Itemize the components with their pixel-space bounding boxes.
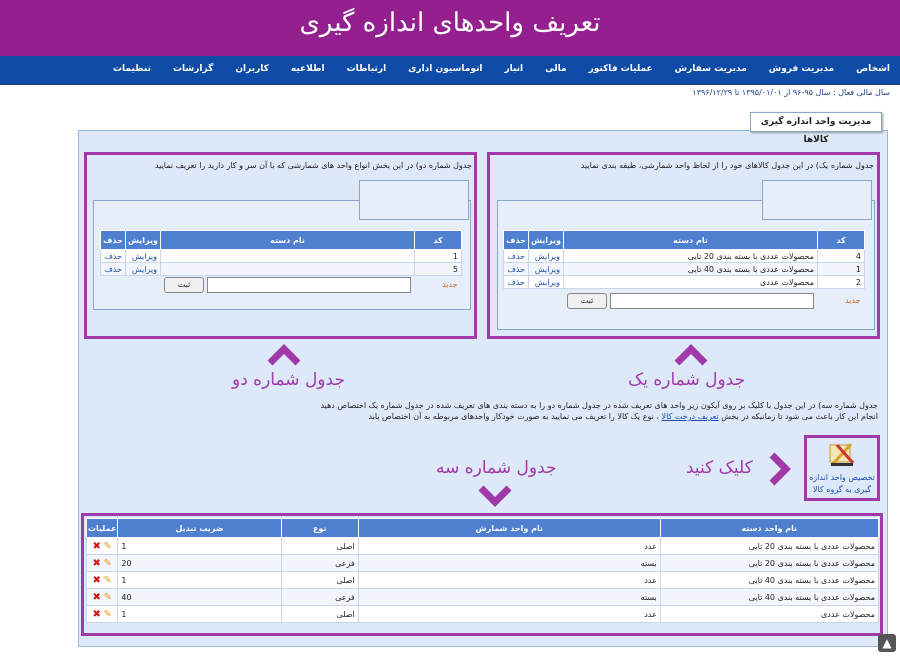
table-two-submit-button[interactable]: ثبت	[164, 277, 204, 293]
cell-unit: عدد	[358, 606, 660, 623]
edit-icon[interactable]: ✎	[103, 591, 112, 603]
delete-icon[interactable]: ✖	[92, 557, 101, 569]
table-one-grid	[503, 230, 865, 289]
table-three-grid	[86, 518, 879, 623]
chevron-down-icon	[478, 484, 512, 508]
col-category: نام واحد دسته	[660, 519, 878, 538]
menu-item-settings[interactable]: تنظیمات	[113, 64, 151, 74]
table-three-caption: جدول شماره سه	[436, 458, 557, 478]
click-caption: کلیک کنید	[686, 458, 753, 478]
page-title: تعریف واحدهای اندازه گیری	[299, 8, 601, 38]
cell-factor: 1	[118, 606, 281, 623]
tools-icon	[827, 439, 857, 469]
cell-unit: عدد	[358, 538, 660, 555]
cell-code: 1	[415, 250, 462, 263]
table-two-description: جدول شماره دو) در این بخش انواع واحد های شمارشی که با آن سر و کار دارید را تعریف نمایید	[154, 161, 472, 170]
table-two-legend	[359, 180, 469, 220]
edit-link[interactable]: ویرایش	[529, 250, 564, 263]
arrow-up-icon: ▲	[882, 636, 892, 650]
delete-icon[interactable]: ✖	[92, 540, 101, 552]
main-menu	[0, 56, 900, 85]
cell-type: اصلی	[281, 572, 358, 589]
menu-item-sales[interactable]: مدیریت فروش	[768, 64, 835, 74]
cell-type: فرعی	[281, 589, 358, 606]
table-three-wrap	[86, 518, 879, 623]
menu-item-warehouse[interactable]: انبار	[504, 64, 524, 74]
edit-icon[interactable]: ✎	[103, 557, 112, 569]
info-text-b: ، نوع یک کالا را تعریف می نمایید به صورت خودکار واحدهای مربوطه به آن اختصاص یابد	[368, 412, 659, 421]
edit-link[interactable]: ویرایش	[126, 250, 161, 263]
delete-link[interactable]: حذف	[101, 263, 126, 276]
cell-category: محصولات عددی با بسته بندی 40 تایی	[660, 572, 878, 589]
table-row	[87, 572, 879, 589]
cell-category: محصولات عددی با بسته بندی 40 تایی	[660, 589, 878, 606]
edit-link[interactable]: ویرایش	[529, 276, 564, 289]
menu-item-communications[interactable]: ارتباطات	[346, 64, 387, 74]
edit-link[interactable]: ویرایش	[529, 263, 564, 276]
page-banner	[0, 0, 900, 56]
cell-name: محصولات عددی با بسته بندی 20 تایی	[564, 250, 818, 263]
panel-title: مدیریت واحد اندازه گیری کالاها	[750, 112, 882, 132]
cell-factor: 1	[118, 538, 281, 555]
fiscal-year-info: سال مالی فعال : سال ۹۵-۹۶ از ۱۳۹۵/۰۱/۰۱ تا ۱۳۹۶/۱۲/۲۹	[692, 88, 890, 97]
scroll-top-button[interactable]	[878, 634, 896, 652]
edit-link[interactable]: ویرایش	[126, 263, 161, 276]
assign-unit-button[interactable]	[807, 438, 877, 498]
col-delete: حذف	[504, 231, 529, 250]
cell-ops	[87, 589, 118, 606]
table-two-name-input[interactable]	[207, 277, 411, 293]
col-code: کد	[818, 231, 865, 250]
col-delete: حذف	[101, 231, 126, 250]
table-row	[101, 250, 462, 263]
cell-type: اصلی	[281, 538, 358, 555]
chevron-right-icon	[768, 452, 792, 486]
cell-unit: عدد	[358, 572, 660, 589]
cell-ops	[87, 538, 118, 555]
cell-category: محصولات عددی با بسته بندی 20 تایی	[660, 538, 878, 555]
cell-name	[161, 263, 415, 276]
cell-factor: 1	[118, 572, 281, 589]
menu-item-automation[interactable]: اتوماسیون اداری	[408, 64, 483, 74]
menu-item-reports[interactable]: گزارشات	[172, 64, 214, 74]
cell-name	[161, 250, 415, 263]
cell-code: 2	[818, 276, 865, 289]
cell-ops	[87, 555, 118, 572]
menu-item-orders[interactable]: مدیریت سفارش	[674, 64, 747, 74]
info-text-a: انجام این کار باعث می شود تا زمانیکه در بخش	[721, 412, 878, 421]
cell-factor: 40	[118, 589, 281, 606]
delete-link[interactable]: حذف	[504, 250, 529, 263]
table-one-grid-wrap	[503, 230, 865, 289]
col-code: کد	[415, 231, 462, 250]
delete-icon[interactable]: ✖	[92, 608, 101, 620]
col-name: نام دسته	[161, 231, 415, 250]
table-row	[87, 538, 879, 555]
table-row	[504, 276, 865, 289]
table-one-name-input[interactable]	[610, 293, 814, 309]
cell-category: محصولات عددی با بسته بندی 20 تایی	[660, 555, 878, 572]
edit-icon[interactable]: ✎	[103, 540, 112, 552]
delete-link[interactable]: حذف	[504, 263, 529, 276]
table-three-info-line2	[368, 412, 878, 421]
cell-unit: بسته	[358, 589, 660, 606]
delete-link[interactable]: حذف	[101, 250, 126, 263]
cell-category: محصولات عددی	[660, 606, 878, 623]
table-two-grid	[100, 230, 462, 276]
col-edit: ویرایش	[529, 231, 564, 250]
table-two-grid-wrap	[100, 230, 462, 276]
table-row	[87, 589, 879, 606]
menu-item-invoice[interactable]: عملیات فاکتور	[588, 64, 653, 74]
table-two-new-link[interactable]: جدید	[442, 280, 458, 289]
menu-item-users[interactable]: کاربران	[235, 64, 269, 74]
delete-icon[interactable]: ✖	[92, 591, 101, 603]
col-type: نوع	[281, 519, 358, 538]
cell-type: اصلی	[281, 606, 358, 623]
table-one-caption: جدول شماره یک	[628, 370, 746, 390]
table-row	[504, 263, 865, 276]
col-name: نام دسته	[564, 231, 818, 250]
col-ops: عملیات	[87, 519, 118, 538]
table-row	[101, 263, 462, 276]
table-row	[504, 250, 865, 263]
table-one-legend	[762, 180, 872, 220]
cell-ops	[87, 606, 118, 623]
table-row	[87, 555, 879, 572]
cell-code: 5	[415, 263, 462, 276]
cell-code: 1	[818, 263, 865, 276]
cell-name: محصولات عددی با بسته بندی 40 تایی	[564, 263, 818, 276]
menu-item-announcements[interactable]: اطلاعیه	[290, 64, 325, 74]
delete-link[interactable]: حذف	[504, 276, 529, 289]
delete-icon[interactable]: ✖	[92, 574, 101, 586]
cell-code: 4	[818, 250, 865, 263]
cell-unit: بسته	[358, 555, 660, 572]
cell-ops	[87, 572, 118, 589]
col-factor: ضریب تبدیل	[118, 519, 281, 538]
assign-label: تخصیص واحد اندازه گیری به گروه کالا	[809, 473, 875, 494]
edit-icon[interactable]: ✎	[103, 574, 112, 586]
menu-item-persons[interactable]: اشخاص	[856, 64, 890, 74]
table-three-info-line1: جدول شماره سه) در این جدول با کلیک بر روی آیکون زیر واحد های تعریف شده در جدول شماره دو را به دسته بندی های تعریف شده در جدول شماره یک اختصاص دهید	[320, 401, 878, 410]
table-one-new-link[interactable]: جدید	[845, 296, 861, 305]
table-one-submit-button[interactable]: ثبت	[567, 293, 607, 309]
cell-factor: 20	[118, 555, 281, 572]
product-tree-link[interactable]: تعریف درخت کالا	[661, 412, 719, 421]
cell-name: محصولات عددی	[564, 276, 818, 289]
chevron-up-icon	[674, 343, 708, 367]
chevron-up-icon	[267, 343, 301, 367]
table-two-caption: جدول شماره دو	[232, 370, 345, 390]
col-edit: ویرایش	[126, 231, 161, 250]
edit-icon[interactable]: ✎	[103, 608, 112, 620]
menu-item-finance[interactable]: مالی	[545, 64, 567, 74]
cell-type: فرعی	[281, 555, 358, 572]
table-one-description: جدول شماره یک) در این جدول کالاهای خود را از لحاظ واحد شمارشی، طبقه بندی نمایید	[580, 161, 874, 170]
table-row	[87, 606, 879, 623]
col-unit: نام واحد شمارش	[358, 519, 660, 538]
